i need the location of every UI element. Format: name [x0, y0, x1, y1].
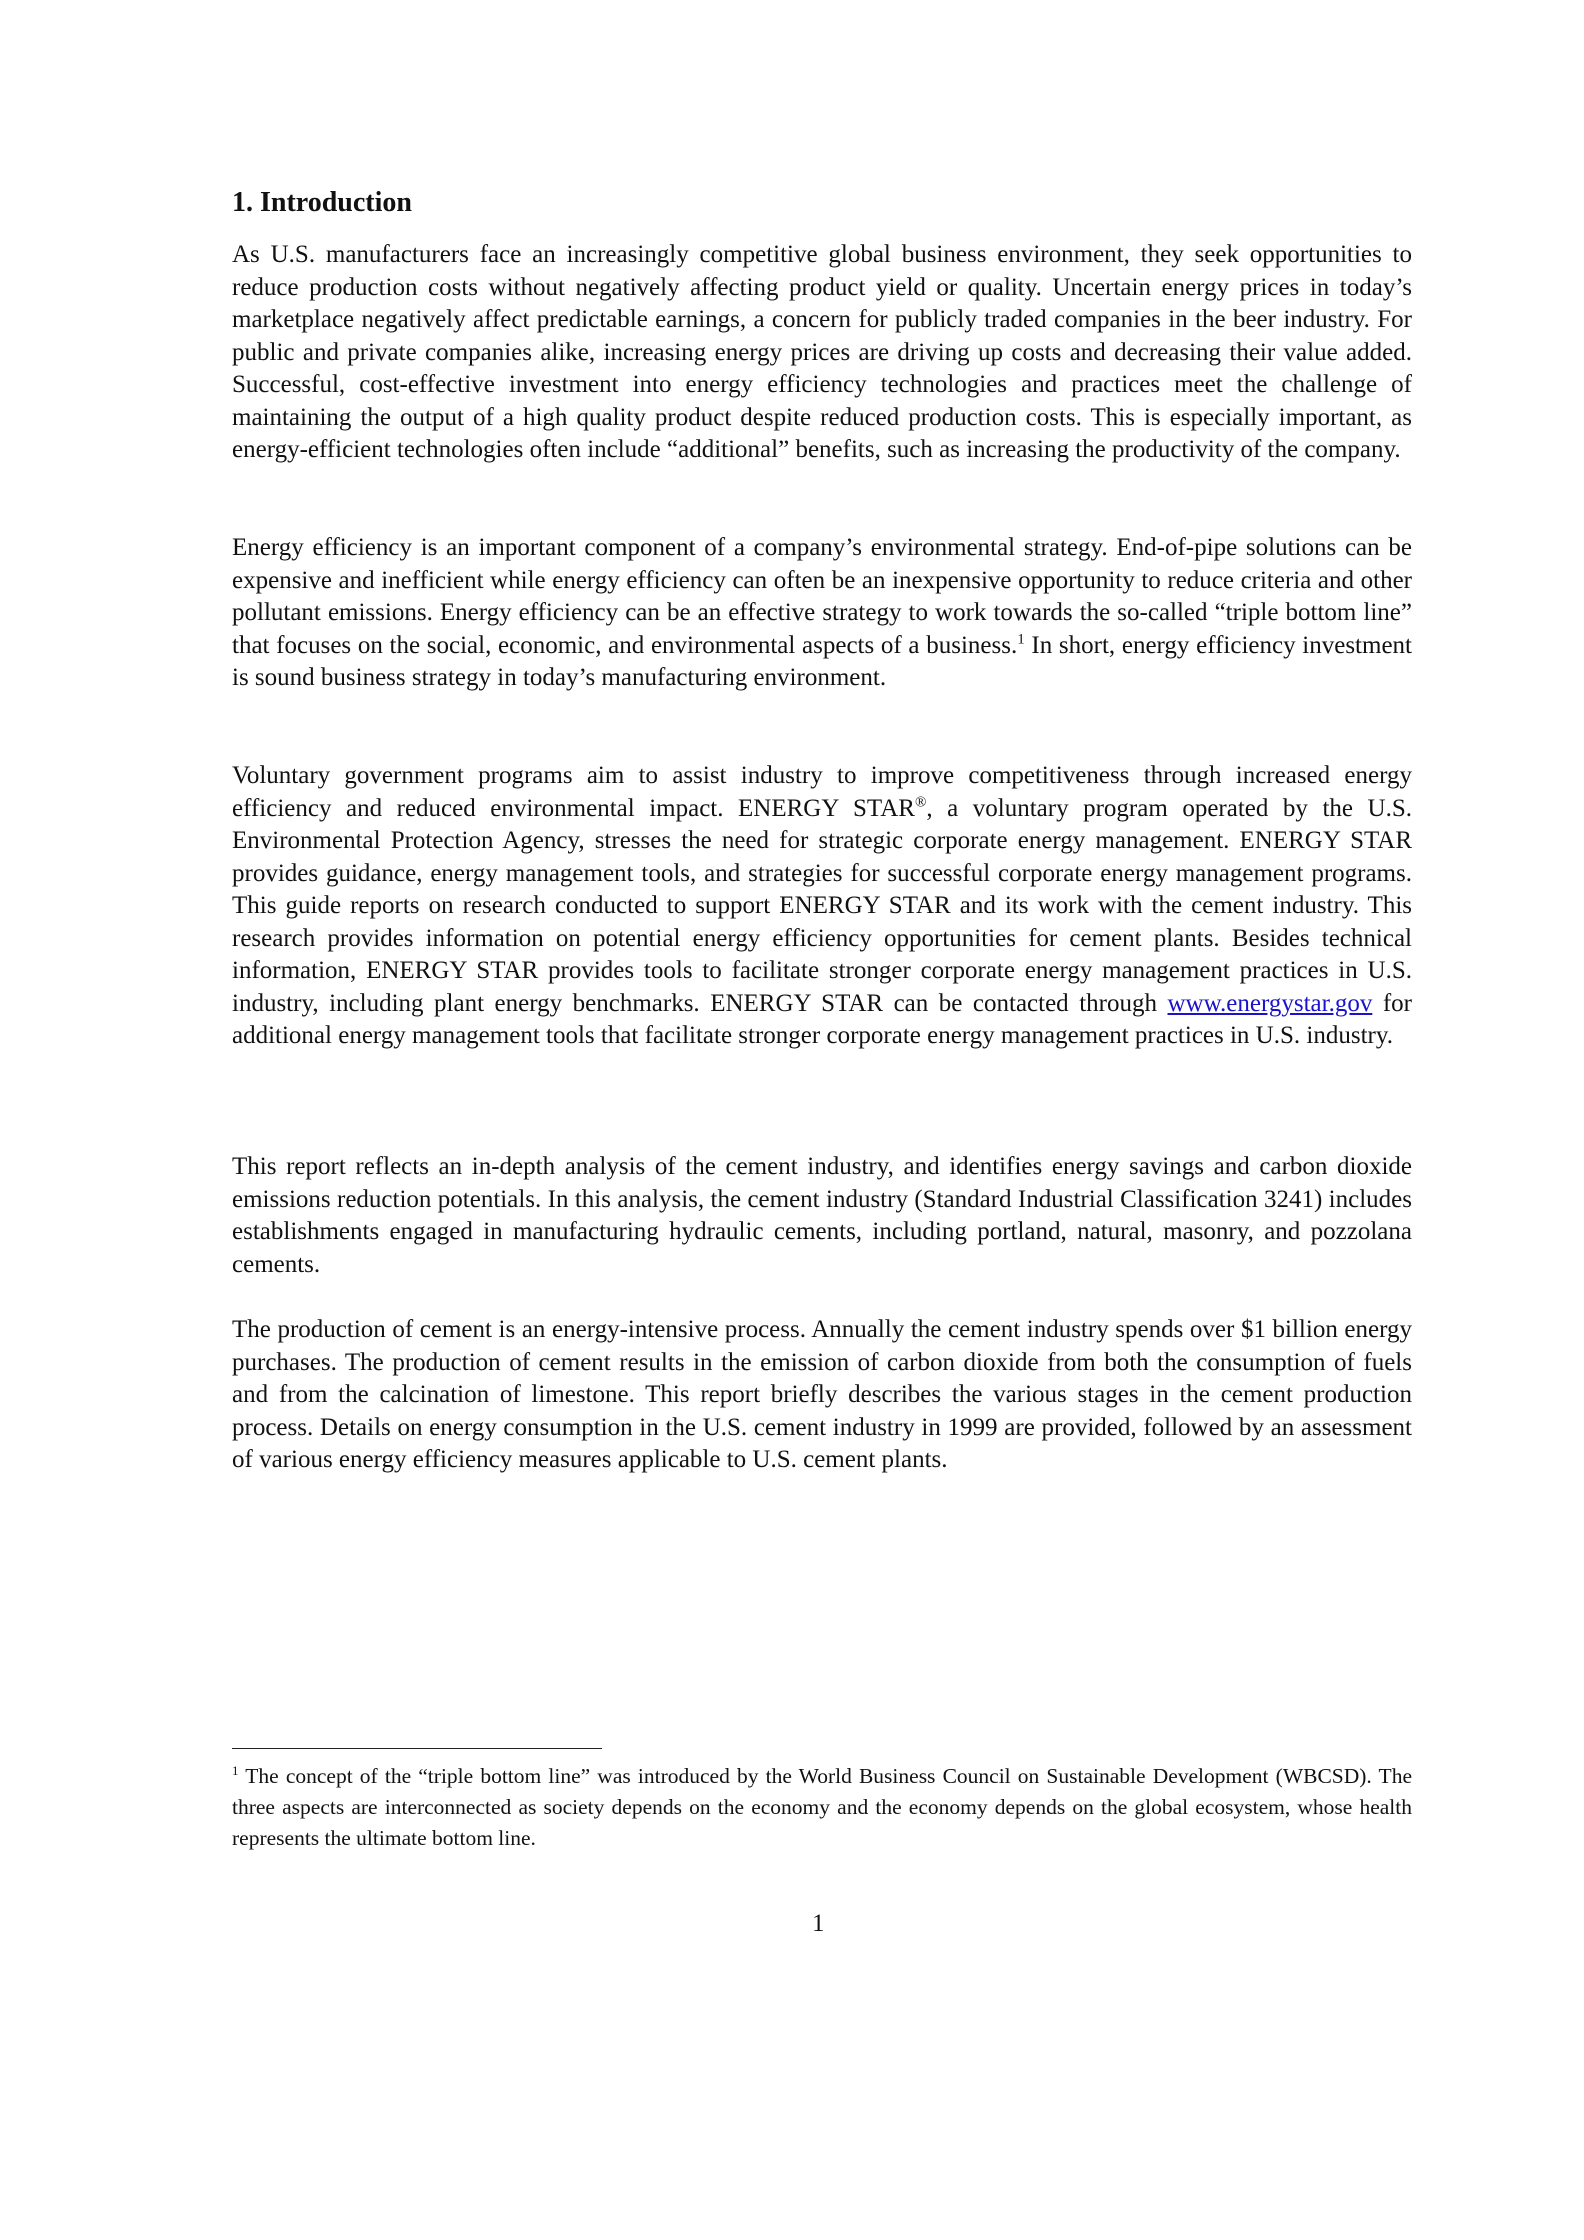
intro-paragraph-5: The production of cement is an energy-intensive process. Annually the cement industry spends over $1 billion energy purchases. The production of cement results in the emission of carbon dioxide from both the consumption of fuels and from the calcination of limestone. This report briefly describes the various stages in the cement production process. Details on energy consumption in the U.S. cement industry in 1999 are provided, followed by an assessment of various energy efficiency measures applicable to U.S. cement plants. [232, 1316, 1412, 1473]
paragraph-text: , a voluntary program operated by the U.S. Environmental Protection Agency, stresses the need for strategic corporate energy management. ENERGY STAR provides guidance, energy management tools, and strategies for successful corporate energy management programs. This guide reports on research conducted to support ENERGY STAR and its work with the cement industry. This research provides information on potential energy efficiency opportunities for cement plants. Besides technical information, ENERGY STAR provides tools to facilitate stronger corporate energy management practices in U.S. industry, including plant energy benchmarks. ENERGY STAR can be contacted through [232, 794, 1412, 1017]
intro-paragraph-3 [232, 760, 1412, 1053]
footnote [232, 1761, 1412, 1854]
intro-paragraph-1: As U.S. manufacturers face an increasingly competitive global business environment, they seek opportunities to reduce production costs without negatively affecting product yield or quality. Uncertain energy prices in today’s marketplace negatively affect predictable earnings, a concern for publicly traded companies in the beer industry. For public and private companies alike, increasing energy prices are driving up costs and decreasing their value added. Successful, cost-effective investment into energy efficiency technologies and practices meet the challenge of maintaining the output of a high quality product despite reduced production costs. This is especially important, as energy-efficient technologies often include “additional” benefits, such as increasing the productivity of the company. [232, 241, 1412, 463]
section-heading: 1. Introduction [232, 187, 412, 218]
footnote-marker: 1 [232, 1762, 239, 1778]
footnote-reference: 1 [1017, 631, 1025, 648]
paragraph-text: Energy efficiency is an important component of a company’s environmental strategy. End-of-pipe solutions can be expensive and inefficient while energy efficiency can often be an inexpensive opportunity to reduce criteria and other pollutant emissions. Energy efficiency can be an effective strategy to work towards the so-called “triple bottom line” that focuses on the social, economic, and environmental aspects of a business. [232, 534, 1412, 659]
paragraph-text: Voluntary government programs aim to assist industry to improve competitiveness through increased energy efficiency and reduced environmental impact. ENERGY STAR [232, 762, 1412, 822]
paragraph-text: In short, energy efficiency investment is sound business strategy in today’s manufacturing environment. [232, 631, 1412, 691]
footnote-divider [232, 1748, 602, 1749]
page-number: 1 [812, 1910, 825, 1937]
energystar-link[interactable]: www.energystar.gov [1167, 989, 1373, 1017]
intro-paragraph-4: This report reflects an in-depth analysis of the cement industry, and identifies energy savings and carbon dioxide emissions reduction potentials. In this analysis, the cement industry (Standard Industrial Classification 3241) includes establishments engaged in manufacturing hydraulic cements, including portland, natural, masonry, and pozzolana cements. [232, 1153, 1412, 1278]
footnote-text: The concept of the “triple bottom line” was introduced by the World Business Council on Sustainable Development (WBCSD). The three aspects are interconnected as society depends on the economy and the economy depends on the global ecosystem, whose health represents the ultimate bottom line. [232, 1764, 1412, 1850]
registered-trademark-mark: ® [914, 794, 927, 811]
intro-paragraph-2 [232, 532, 1412, 695]
paragraph-text: for additional energy management tools that facilitate stronger corporate energy management practices in U.S. industry. [232, 989, 1412, 1049]
